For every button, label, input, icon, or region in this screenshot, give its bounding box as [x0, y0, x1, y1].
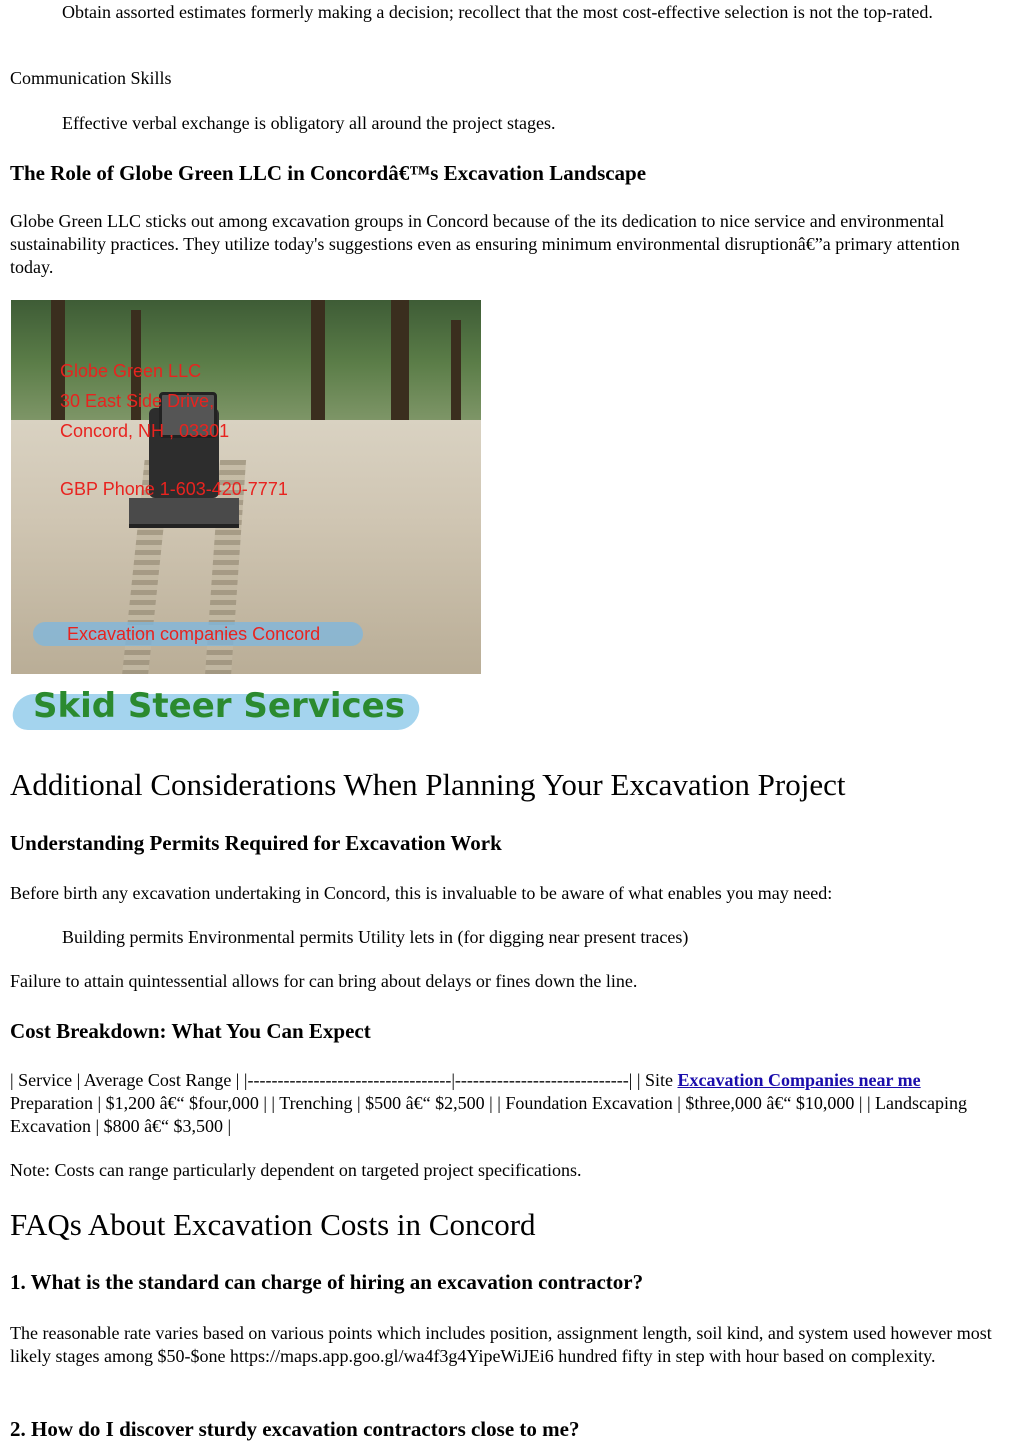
- communication-paragraph: Effective verbal exchange is obligatory all around the project stages.: [62, 113, 556, 133]
- permits-intro: Before birth any excavation undertaking in Concord, this is invaluable to be aware of what enables you may need:: [10, 883, 833, 903]
- excavation-photo: [11, 300, 481, 743]
- photo-stripe-text: Excavation companies Concord: [67, 624, 321, 644]
- faq-question-2: 2. How do I discover sturdy excavation contractors close to me?: [10, 1417, 580, 1441]
- role-heading: The Role of Globe Green LLC in Concordâ€™s Excavation Landscape: [10, 161, 647, 185]
- permits-heading: Understanding Permits Required for Excavation Work: [10, 831, 502, 855]
- tip-paragraph: Obtain assorted estimates formerly making a decision; recollect that the most cost-effective selection is not the top-rated.: [62, 2, 933, 22]
- photo-phone: GBP Phone 1-603-420-7771: [60, 479, 288, 499]
- cost-text-after: Preparation | $1,200 â€“ $four,000 | | Trenching | $500 â€“ $2,500 | | Foundation Excavation | $three,000 â€“ $10,000 | | Landscaping Excavation | $800 â€“ $3,500 |: [10, 1093, 968, 1136]
- photo-city: Concord, NH , 03301: [60, 421, 230, 441]
- faqs-heading: FAQs About Excavation Costs in Concord: [10, 1207, 536, 1242]
- cost-text-before: | Service | Average Cost Range | |----------------------------------|-----------------------------| | Site: [10, 1070, 678, 1090]
- role-paragraph: Globe Green LLC sticks out among excavation groups in Concord because of the its dedication to nice service and environmental sustainability practices. They utilize today's suggestions even as ensuring minimum environmental disruptionâ€”a primary attention today.: [10, 211, 960, 277]
- cost-note: Note: Costs can range particularly dependent on targeted project specifications.: [10, 1160, 582, 1180]
- additional-heading: Additional Considerations When Planning Your Excavation Project: [10, 767, 846, 802]
- photo-company-name: Globe Green LLC: [60, 361, 202, 381]
- cost-table-text: [10, 1069, 995, 1138]
- photo-banner: [11, 674, 481, 743]
- communication-skills-label: Communication Skills: [10, 68, 172, 88]
- photo-banner-text: Skid Steer Services: [33, 686, 405, 726]
- permits-list: Building permits Environmental permits Utility lets in (for digging near present traces): [62, 927, 689, 947]
- photo-address: 30 East Side Drive,: [60, 391, 215, 411]
- permits-note: Failure to attain quintessential allows for can bring about delays or fines down the line.: [10, 971, 638, 991]
- faq-answer-1: The reasonable rate varies based on various points which includes position, assignment length, soil kind, and system used however most likely stages among $50-$one https://maps.app.goo.gl/wa4f3g4YipeWiJEi6 hundred fifty in step with hour based on complexity.: [10, 1323, 992, 1366]
- excavation-companies-link[interactable]: Excavation Companies near me: [677, 1070, 921, 1090]
- faq-question-1: 1. What is the standard can charge of hiring an excavation contractor?: [10, 1270, 644, 1294]
- cost-heading: Cost Breakdown: What You Can Expect: [10, 1019, 371, 1043]
